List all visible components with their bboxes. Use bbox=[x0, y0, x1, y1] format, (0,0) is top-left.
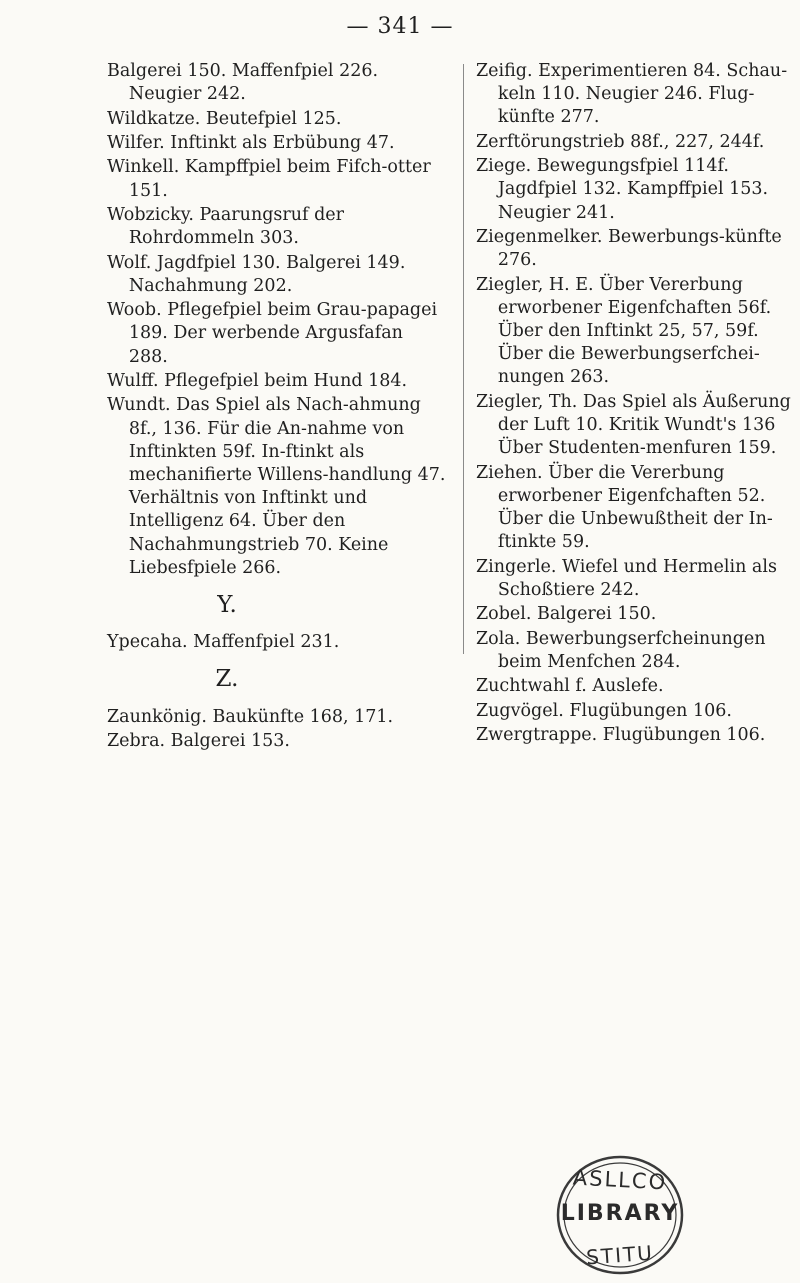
library-stamp bbox=[520, 1151, 720, 1279]
index-entry: Zugvögel. Flugübungen 106. bbox=[476, 700, 732, 721]
index-entry: Wulff. Pflegefpiel beim Hund 184. bbox=[107, 370, 408, 391]
index-entry: Zingerle. Wiefel und Hermelin als Schoßtiere 242. bbox=[476, 556, 777, 600]
index-entry: Ziege. Bewegungsfpiel 114f. Jagdfpiel 132. Kampffpiel 153. Neugier 241. bbox=[476, 156, 769, 223]
index-entry: Zaunkönig. Baukünfte 168, 171. bbox=[107, 706, 394, 727]
index-column-right bbox=[476, 60, 796, 747]
index-entry: Zerftörungstrieb 88f., 227, 244f. bbox=[476, 131, 765, 152]
index-entry: Wundt. Das Spiel als Nach-ahmung 8f., 136. Für die An-nahme von Inftinkten 59f. In-ftinkt als mechanifierte Willens-handlung 47. Verhältnis von Inftinkt und Intelligenz 64. Über den Nachahmungstrieb 70. Keine Liebesfpiele 266. bbox=[107, 395, 446, 578]
section-letter-z: Z. bbox=[215, 666, 239, 693]
stamp-bottom-text: STITU bbox=[585, 1240, 655, 1270]
index-column-left bbox=[107, 60, 447, 753]
index-entry: Wilfer. Inftinkt als Erbübung 47. bbox=[107, 132, 395, 153]
index-entry: Ziehen. Über die Vererbung erworbener Eigenfchaften 52. Über die Unbewußtheit der In-ftinkte 59. bbox=[476, 462, 773, 553]
index-entry: Woob. Pflegefpiel beim Grau-papagei 189. Der werbende Argusfafan 288. bbox=[107, 300, 438, 367]
index-entry: Ziegler, H. E. Über Vererbung erworbener Eigenfchaften 56f. Über den Inftinkt 25, 57, 59f. Über die Bewerbungserfchei-nungen 263. bbox=[476, 274, 772, 388]
stamp-library-text: LIBRARY bbox=[560, 1201, 680, 1226]
section-letter-y: Y. bbox=[217, 591, 237, 618]
index-entry: Zuchtwahl f. Auslefe. bbox=[476, 676, 664, 697]
index-entry: Wobzicky. Paarungsruf der Rohrdommeln 303. bbox=[107, 204, 344, 249]
index-entry: Zobel. Balgerei 150. bbox=[476, 604, 657, 625]
index-entry: Wildkatze. Beutefpiel 125. bbox=[107, 108, 342, 129]
index-entry: Wolf. Jagdfpiel 130. Balgerei 149. Nachahmung 202. bbox=[107, 252, 406, 296]
index-entry: Winkell. Kampffpiel beim Fifch-otter 151. bbox=[107, 157, 431, 201]
index-entry: Zola. Bewerbungserfcheinungen beim Menfchen 284. bbox=[476, 628, 766, 672]
index-entry: Ziegenmelker. Bewerbungs-künfte 276. bbox=[476, 226, 782, 271]
index-entry: Zwergtrappe. Flugübungen 106. bbox=[476, 724, 766, 745]
index-entry: Balgerei 150. Maffenfpiel 226. Neugier 242. bbox=[107, 61, 379, 105]
index-entry: Zebra. Balgerei 153. bbox=[107, 730, 290, 751]
column-divider bbox=[463, 64, 464, 654]
index-entry: Zeifig. Experimentieren 84. Schau-keln 110. Neugier 246. Flug-künfte 277. bbox=[476, 61, 788, 128]
index-entry: Ziegler, Th. Das Spiel als Äußerung der Luft 10. Kritik Wundt's 136 Über Studenten-menfuren 159. bbox=[476, 391, 791, 459]
stamp-top-text: ASLLCO bbox=[572, 1165, 668, 1195]
page-number: — 341 — bbox=[346, 14, 454, 39]
index-entry: Ypecaha. Maffenfpiel 231. bbox=[107, 632, 340, 653]
